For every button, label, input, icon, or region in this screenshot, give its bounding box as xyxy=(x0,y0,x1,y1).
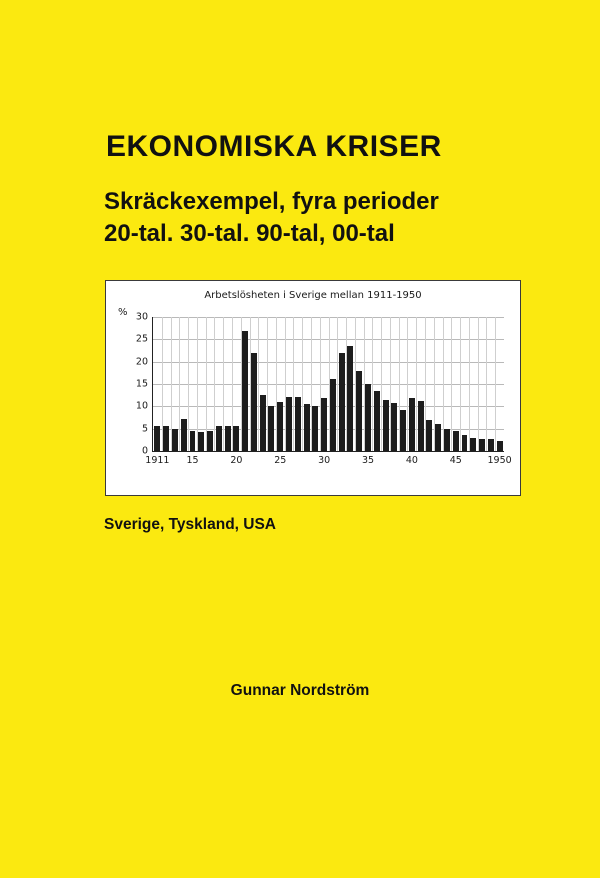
chart-y-axis-label: % xyxy=(118,307,128,318)
chart-x-tick-label: 25 xyxy=(274,455,287,466)
chart-y-tick-label: 10 xyxy=(135,400,148,412)
chart-x-tick-label: 1911 xyxy=(145,455,170,466)
author-name: Gunnar Nordström xyxy=(230,682,370,699)
chart-title: Arbetslösheten i Sverige mellan 1911-1950 xyxy=(204,290,422,301)
chart-x-tick-label: 15 xyxy=(186,455,199,466)
chart-y-tick-label: 20 xyxy=(135,356,148,368)
chart-x-tick-label: 30 xyxy=(318,455,331,466)
chart-y-tick-label: 15 xyxy=(135,378,148,390)
chart-x-ticks xyxy=(145,317,512,466)
book-subtitle-line-1: Skräckexempel, fyra perioder xyxy=(104,188,439,215)
book-subtitle-line-2: 20-tal. 30-tal. 90-tal, 00-tal xyxy=(104,220,395,248)
chart-x-tick-label: 45 xyxy=(449,455,462,466)
unemployment-chart xyxy=(105,280,521,496)
chart-y-tick-label: 25 xyxy=(135,333,148,345)
book-title: EKONOMISKA KRISER xyxy=(106,130,442,163)
chart-x-tick-label: 40 xyxy=(405,455,418,466)
book-subtitle xyxy=(104,186,439,251)
chart-y-tick-label: 5 xyxy=(141,423,148,435)
chart-x-tick-label: 1950 xyxy=(487,455,512,466)
chart-x-tick-label: 20 xyxy=(230,455,243,466)
chart-x-tick-label: 35 xyxy=(361,455,375,466)
chart-y-tick-label: 30 xyxy=(135,311,148,323)
chart-y-tick-label: 0 xyxy=(141,445,148,457)
countries-line: Sverige, Tyskland, USA xyxy=(104,516,276,533)
chart-plot-area xyxy=(135,311,512,466)
